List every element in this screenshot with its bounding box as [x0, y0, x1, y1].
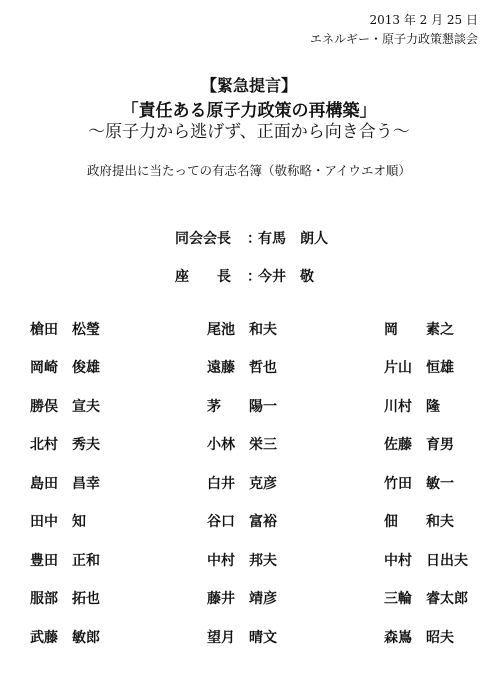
member-name: 岡 素之	[384, 322, 454, 338]
member-name: 川村 隆	[384, 399, 440, 415]
member-name: 谷口 富裕	[207, 514, 277, 530]
officer-role: 同会会長	[175, 231, 231, 247]
member-name: 茅 陽一	[207, 399, 277, 415]
member-name: 遠藤 哲也	[207, 360, 277, 376]
member-name: 勝俣 宣夫	[30, 399, 100, 415]
member-name: 豊田 正和	[30, 553, 100, 569]
member-name: 田中 知	[30, 514, 86, 530]
officer-role: 座 長	[175, 269, 231, 285]
officer-separator: ：	[247, 269, 261, 285]
member-name: 佃 和夫	[384, 514, 454, 530]
document-title: 「責任ある原子力政策の再構築」	[121, 101, 377, 121]
member-name: 武藤 敏郎	[30, 630, 100, 646]
list-description: 政府提出に当たっての有志名簿（敬称略・アイウエオ順）	[87, 163, 411, 178]
member-name: 望月 晴文	[207, 630, 277, 646]
member-name: 島田 昌幸	[30, 476, 100, 492]
member-name: 中村 邦夫	[207, 553, 277, 569]
officer-name: 今井 敬	[258, 269, 314, 285]
member-name: 尾池 和夫	[207, 322, 277, 338]
member-list	[0, 321, 498, 661]
member-name: 白井 克彦	[207, 476, 277, 492]
officer-separator: ：	[247, 231, 261, 247]
member-name: 小林 栄三	[207, 437, 277, 453]
member-name: 岡崎 俊雄	[30, 360, 100, 376]
member-name: 槍田 松瑩	[30, 322, 100, 338]
member-name: 竹田 敏一	[384, 476, 454, 492]
member-name: 藤井 靖彦	[207, 591, 277, 607]
member-name: 北村 秀夫	[30, 437, 100, 453]
member-name: 中村 日出夫	[384, 553, 468, 569]
member-name: 片山 恒雄	[384, 360, 454, 376]
proposal-tag: 【緊急提言】	[200, 76, 297, 95]
officer-name: 有馬 朗人	[258, 231, 328, 247]
member-name: 森嶌 昭夫	[384, 630, 454, 646]
organization-name: エネルギー・原子力政策懇談会	[309, 32, 478, 46]
member-name: 服部 拓也	[30, 591, 100, 607]
member-name: 佐藤 育男	[384, 437, 454, 453]
member-name: 三輪 睿太郎	[384, 591, 468, 607]
document-subtitle: ～原子力から逃げず、正面から向き合う～	[88, 122, 410, 142]
document-date: 2013 年 2 月 25 日	[369, 13, 478, 27]
